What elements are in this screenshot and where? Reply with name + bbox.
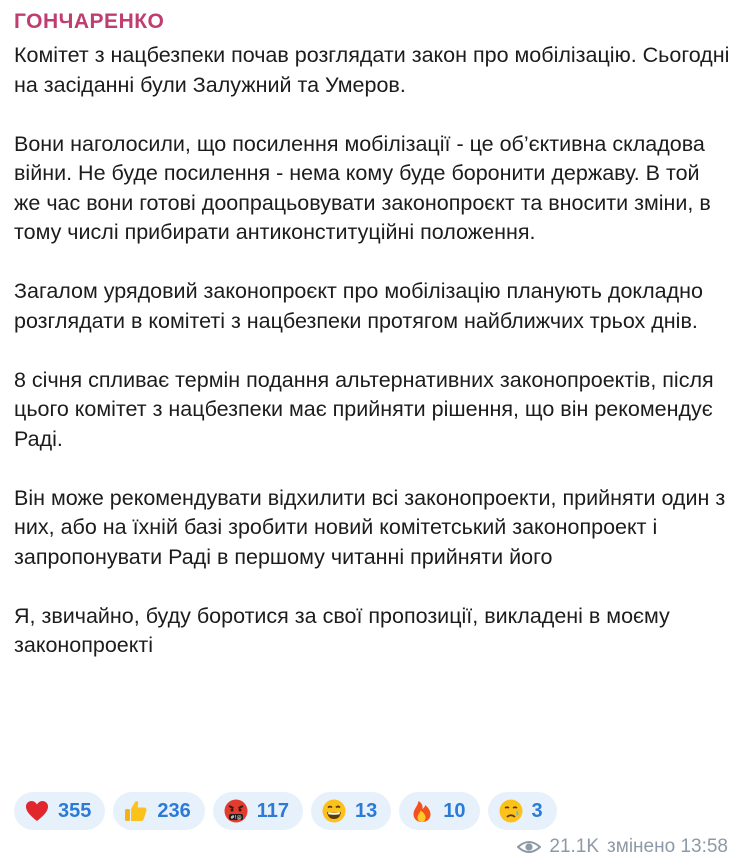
message-paragraph: Вони наголосили, що посилення мобілізації - це об’єктивна складова війни. Не буде посилення - нема кому буде боронити державу. В той же час вони готові доопрацьовувати законопроєкт та вносити зміни, в тому числі прибирати антиконституційні положення. <box>14 131 711 244</box>
message-paragraph: Комітет з нацбезпеки почав розглядати закон про мобілізацію. Сьогодні на засіданні були Залужний та Умеров. <box>14 43 730 97</box>
reaction-grinning-face[interactable] <box>311 792 391 830</box>
reaction-count: 236 <box>157 799 191 822</box>
fire-icon <box>409 798 435 824</box>
reaction-crying-face[interactable] <box>488 792 557 830</box>
reaction-count: 3 <box>531 799 543 822</box>
message-paragraph: Загалом урядовий законопроєкт про мобілізацію планують докладно розглядати в комітеті з нацбезпеки протягом найближчих трьох днів. <box>14 279 703 333</box>
message-text <box>14 41 730 661</box>
message-meta <box>517 836 728 858</box>
cursing-face-icon <box>223 798 249 824</box>
reaction-count: 10 <box>443 799 466 822</box>
reaction-count: 13 <box>355 799 378 822</box>
crying-face-icon <box>498 798 524 824</box>
message-paragraph: Я, звичайно, буду боротися за свої пропозиції, викладені в моєму законопроекті <box>14 603 670 657</box>
reaction-cursing-face[interactable] <box>213 792 303 830</box>
heart-icon <box>24 798 50 824</box>
grinning-face-icon <box>321 798 347 824</box>
edited-timestamp: змінено 13:58 <box>607 836 728 857</box>
thumbs-up-icon <box>123 798 149 824</box>
reaction-fire[interactable] <box>399 792 479 830</box>
svg-text:#!@: #!@ <box>230 815 242 821</box>
message-paragraph: Він може рекомендувати відхилити всі законопроекти, прийняти один з них, або на їхній базі зробити новий комітетський законопроект і запропонувати Раді в першому читанні прийняти його <box>14 485 726 569</box>
eye-icon <box>517 838 541 856</box>
view-count: 21.1K <box>549 836 600 857</box>
message-paragraph: 8 січня спливає термін подання альтернативних законопроектів, після цього комітет з нацбезпеки має прийняти рішення, що він рекомендує Раді. <box>14 367 714 451</box>
reaction-count: 355 <box>58 799 92 822</box>
reactions-bar <box>14 792 557 830</box>
reaction-count: 117 <box>256 799 290 822</box>
reaction-thumbs-up[interactable] <box>113 792 204 830</box>
reaction-heart[interactable] <box>14 792 105 830</box>
sender-name[interactable]: ГОНЧАРЕНКО <box>14 10 165 33</box>
